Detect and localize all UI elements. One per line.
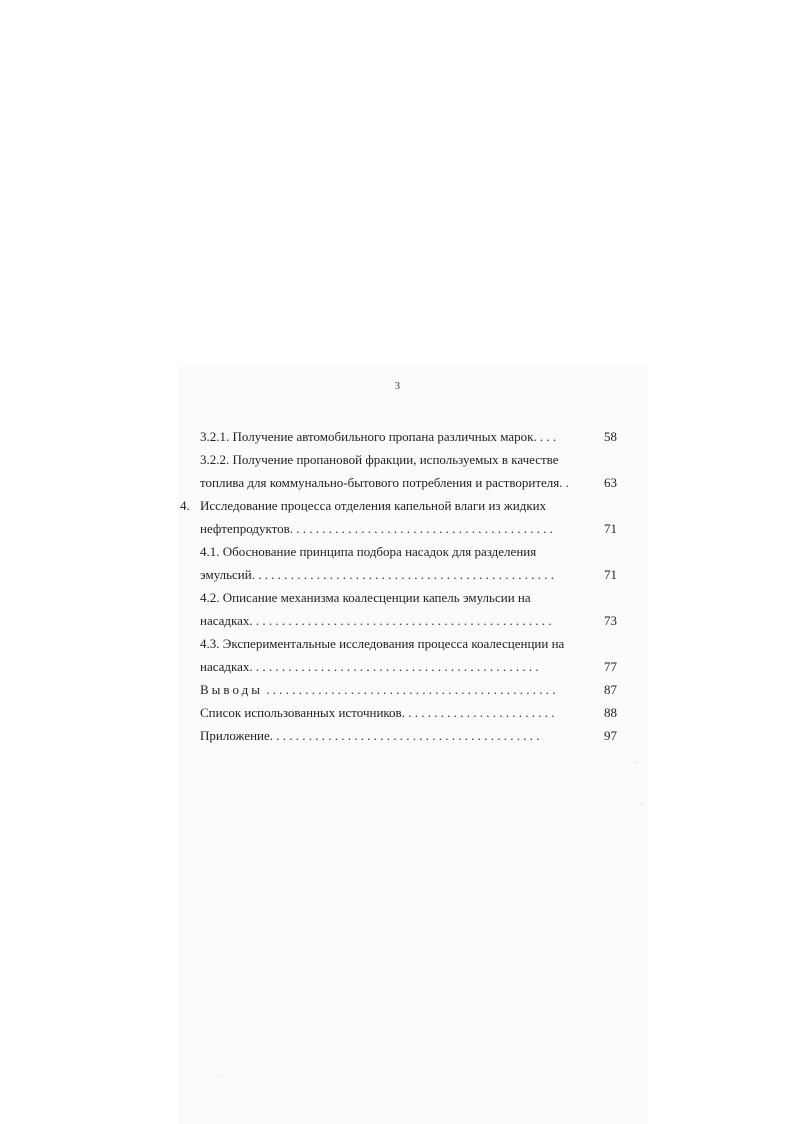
scan-speck [218,1076,219,1077]
toc-entry-conclusions [200,681,555,699]
toc-entry-3-2-2-page: 63 [604,475,617,490]
toc-entry-4-1-line1: 4.1. Обоснование принципа подбора насадок для разделения [200,544,537,559]
toc-entry-appendix: Приложение. . . . . . . . . . . . . . . . . . . . . . . . . . . . . . . . . . . . . . . . . . [200,728,540,743]
toc-entry-4-3-page: 77 [604,659,617,674]
toc-entry-3-2-1-text: 3.2.1. Получение автомобильного пропана различных марок. . . . [200,429,557,444]
toc-entry-3-2-1-page: 58 [604,429,617,444]
scan-speck [636,762,637,763]
toc-entry-4-2-line2: насадках. . . . . . . . . . . . . . . . . . . . . . . . . . . . . . . . . . . . . . . . . . . . . . . [200,613,552,628]
toc-entry-4-2-line1: 4.2. Описание механизма коалесценции капель эмульсии на [200,590,531,605]
toc-entry-4-2-page: 73 [604,613,617,628]
toc-entry-conclusions-page: 87 [604,682,617,697]
toc-entry-conclusions-label: Выводы [200,682,263,697]
page-number: 3 [395,381,400,392]
toc-entry-3-2-2-line2: топлива для коммунально-бытового потребления и растворителя. . [200,475,569,490]
toc-entry-4-1-line2: эмульсий. . . . . . . . . . . . . . . . . . . . . . . . . . . . . . . . . . . . . . . . . . . . . . . [200,567,554,582]
toc-entry-references-page: 88 [604,705,617,720]
toc-entry-3-2-2-line1: 3.2.2. Получение пропановой фракции, используемых в качестве [200,452,559,467]
toc-entry-appendix-page: 97 [604,728,617,743]
toc-entry-4-line2: нефтепродуктов. . . . . . . . . . . . . . . . . . . . . . . . . . . . . . . . . . . . . . . . . [200,521,553,536]
toc-entry-4-page: 71 [604,521,617,536]
toc-entry-4-line1: Исследование процесса отделения капельной влаги из жидких [200,498,547,513]
toc-entry-4-number: 4. [180,498,190,513]
toc-entry-4-1-page: 71 [604,567,617,582]
toc-entry-references: Список использованных источников. . . . . . . . . . . . . . . . . . . . . . . . [200,705,555,720]
scan-speck [641,803,642,804]
toc-entry-4-3-line2: насадках. . . . . . . . . . . . . . . . . . . . . . . . . . . . . . . . . . . . . . . . . . . . . [200,659,539,674]
toc-entry-4-3-line1: 4.3. Экспериментальные исследования процесса коалесценции на [200,636,565,651]
toc-entry-conclusions-dots: . . . . . . . . . . . . . . . . . . . . . . . . . . . . . . . . . . . . . . . . . . . . . [266,682,556,697]
